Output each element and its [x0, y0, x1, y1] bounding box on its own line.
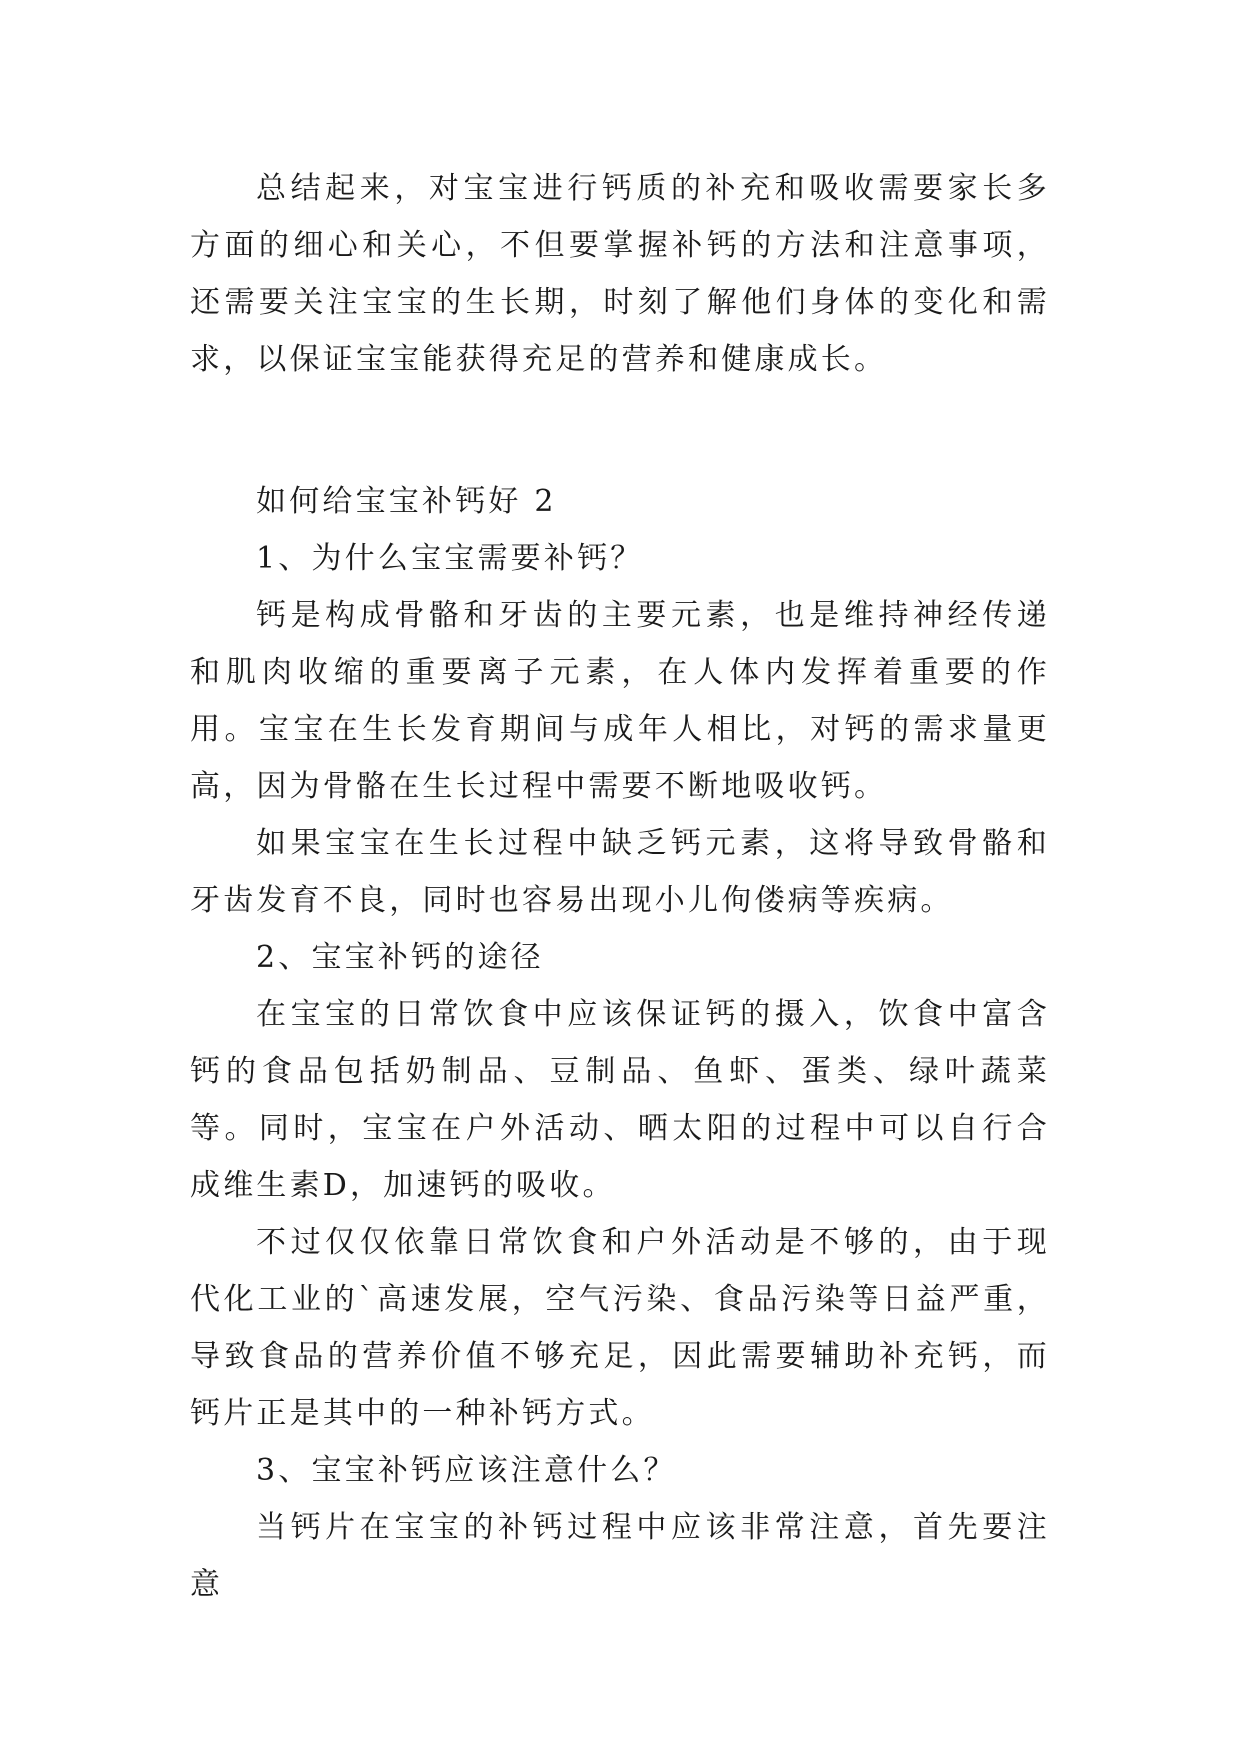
question-3-paragraph-1: 当钙片在宝宝的补钙过程中应该非常注意，首先要注意	[190, 1510, 1050, 1602]
question-3-heading: 3、宝宝补钙应该注意什么？	[256, 1453, 677, 1488]
document-page	[190, 160, 1050, 1613]
question-2-paragraph-1: 在宝宝的日常饮食中应该保证钙的摄入，饮食中富含钙的食品包括奶制品、豆制品、鱼虾、蛋类、绿叶蔬菜等。同时，宝宝在户外活动、晒太阳的过程中可以自行合成维生素D，加速钙的吸收。	[190, 997, 1050, 1203]
question-2-heading: 2、宝宝补钙的途径	[256, 940, 544, 975]
summary-paragraph: 总结起来，对宝宝进行钙质的补充和吸收需要家长多方面的细心和关心，不但要掌握补钙的方法和注意事项，还需要关注宝宝的生长期，时刻了解他们身体的变化和需求，以保证宝宝能获得充足的营养和健康成长。	[190, 171, 1050, 377]
question-1-paragraph-2: 如果宝宝在生长过程中缺乏钙元素，这将导致骨骼和牙齿发育不良，同时也容易出现小儿佝偻病等疾病。	[190, 826, 1050, 918]
section-title: 如何给宝宝补钙好 2	[256, 484, 557, 519]
question-2-paragraph-2: 不过仅仅依靠日常饮食和户外活动是不够的，由于现代化工业的`高速发展，空气污染、食品污染等日益严重，导致食品的营养价值不够充足，因此需要辅助补充钙，而钙片正是其中的一种补钙方式。	[190, 1225, 1050, 1431]
question-1-paragraph-1: 钙是构成骨骼和牙齿的主要元素，也是维持神经传递和肌肉收缩的重要离子元素，在人体内发挥着重要的作用。宝宝在生长发育期间与成年人相比，对钙的需求量更高，因为骨骼在生长过程中需要不断地吸收钙。	[190, 598, 1050, 804]
question-1-heading: 1、为什么宝宝需要补钙？	[256, 541, 644, 576]
section-gap	[190, 388, 1050, 473]
